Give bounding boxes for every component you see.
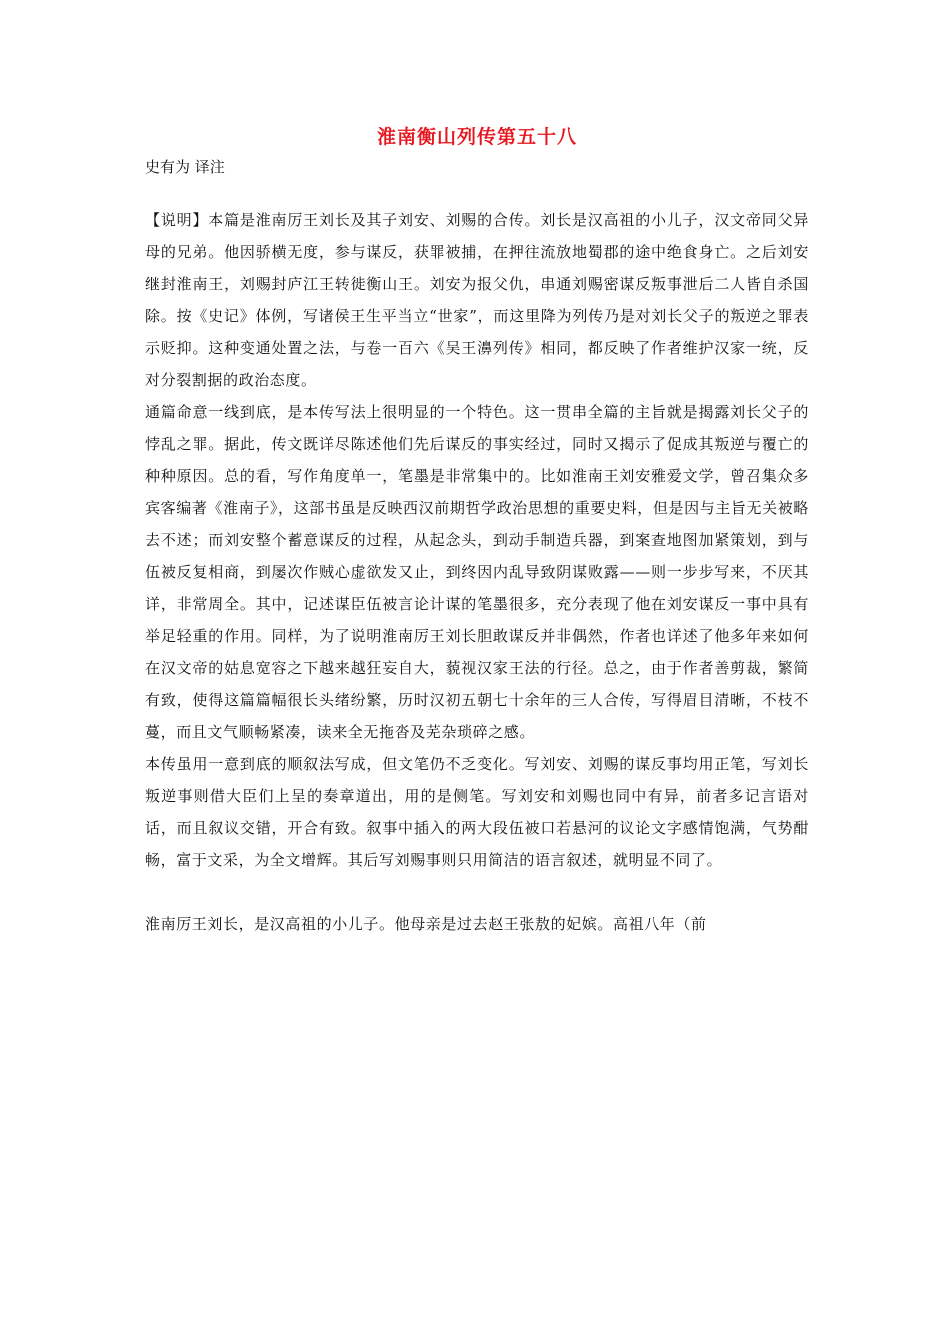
paragraph-explanation: 【说明】本篇是淮南厉王刘长及其子刘安、刘赐的合传。刘长是汉高祖的小儿子，汉文帝同父异母的兄弟。他因骄横无度，参与谋反，获罪被捕，在押往流放地蜀郡的途中绝食身亡。之后刘安继封淮南王，刘赐封庐江王转徙衡山王。刘安为报父仇，串通刘赐密谋反叛事泄后二人皆自杀国除。按《史记》体例，写诸侯王生平当立“世家”，而这里降为列传乃是对刘长父子的叛逆之罪表示贬抑。这种变通处置之法，与卷一百六《吴王濞列传》相同，都反映了作者维护汉家一统，反对分裂割据的政治态度。 (145, 211, 809, 389)
paragraph-body-start: 淮南厉王刘长，是汉高祖的小儿子。他母亲是过去赵王张敖的妃嫔。高祖八年（前 (145, 915, 707, 933)
document-title: 淮南衡山列传第五十八 (376, 126, 577, 148)
spacer (145, 876, 809, 908)
document-byline: 史有为 译注 (145, 158, 225, 176)
paragraph-structure: 通篇命意一线到底，是本传写法上很明显的一个特色。这一贯串全篇的主旨就是揭露刘长父子的悖乱之罪。据此，传文既详尽陈述他们先后谋反的事实经过，同时又揭示了促成其叛逆与覆亡的种种原因。总的看，写作角度单一，笔墨是非常集中的。比如淮南王刘安雅爱文学，曾召集众多宾客编著《淮南子》，这部书虽是反映西汉前期哲学政治思想的重要史料，但是因与主旨无关被略去不述；而刘安整个蓄意谋反的过程，从起念头，到动手制造兵器，到案查地图加紧策划，到与伍被反复相商，到屡次作贼心虚欲发又止，到终因内乱导致阴谋败露——则一步步写来，不厌其详，非常周全。其中，记述谋臣伍被言论计谋的笔墨很多，充分表现了他在刘安谋反一事中具有举足轻重的作用。同样，为了说明淮南厉王刘长胆敢谋反并非偶然，作者也详述了他多年来如何在汉文帝的姑息宽容之下越来越狂妄自大，藐视汉家王法的行径。总之，由于作者善剪裁，繁简有致，使得这篇篇幅很长头绪纷繁，历时汉初五朝七十余年的三人合传，写得眉目清晰，不枝不蔓，而且文气顺畅紧凑，读来全无拖沓及芜杂琐碎之感。 (145, 403, 809, 741)
document-page (145, 122, 809, 940)
paragraph-style: 本传虽用一意到底的顺叙法写成，但文笔仍不乏变化。写刘安、刘赐的谋反事均用正笔，写刘长叛逆事则借大臣们上呈的奏章道出，用的是侧笔。写刘安和刘赐也同中有异，前者多记言语对话，而且叙议交错，开合有致。叙事中插入的两大段伍被口若悬河的议论文字感情饱满，气势酣畅，富于文采，为全文增辉。其后写刘赐事则只用简洁的语言叙述，就明显不同了。 (145, 755, 809, 869)
spacer (145, 180, 809, 204)
